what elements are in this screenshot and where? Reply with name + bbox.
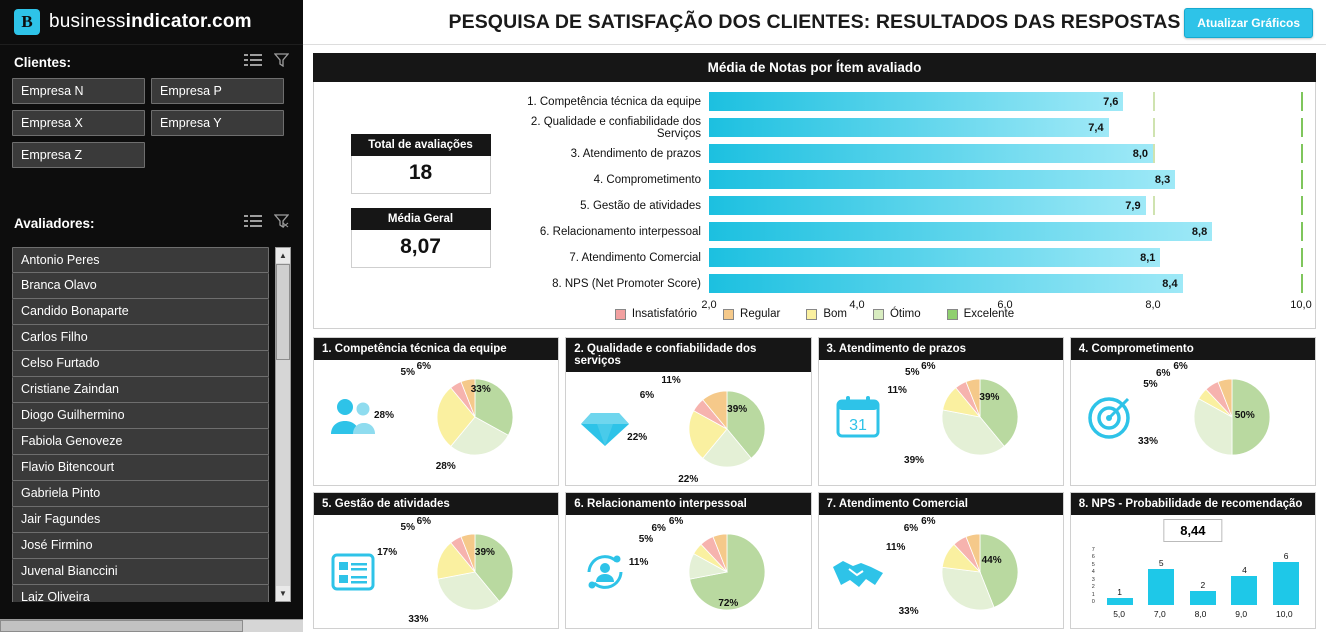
- bar-row-label: 6. Relacionamento interpessoal: [539, 225, 701, 238]
- nps-column: [1148, 558, 1174, 605]
- bar: [709, 92, 1123, 111]
- client-chip[interactable]: Empresa P: [151, 78, 284, 104]
- brand-name-light: business: [49, 11, 126, 32]
- card-title: 1. Competência técnica da equipe: [314, 338, 558, 360]
- axis-tick-label: 9,0: [1235, 609, 1248, 619]
- pie-slice-label: 6%: [1155, 367, 1171, 379]
- total-evaluations-label: Total de avaliações: [351, 134, 491, 156]
- clear-filter-icon[interactable]: [274, 53, 289, 72]
- nps-column-value: 6: [1283, 551, 1289, 562]
- bar-row-label: 7. Atendimento Comercial: [569, 251, 701, 264]
- card-body: [819, 360, 1063, 473]
- pie-slice-label: 33%: [470, 383, 491, 395]
- pie-slice-label: 5%: [905, 366, 920, 378]
- nps-column: [1273, 551, 1299, 605]
- nps-column-bar: [1273, 562, 1299, 605]
- bar-x-axis: [513, 298, 1312, 314]
- card-competencia-tecnica: [313, 337, 559, 486]
- bar-track: [709, 118, 1301, 137]
- pie-slice-label: 5%: [1143, 379, 1158, 391]
- nps-column-value: 5: [1158, 558, 1164, 569]
- pie-slice-label: 22%: [678, 474, 699, 485]
- nps-column-value: 2: [1200, 579, 1206, 590]
- nps-x-axis: [1099, 609, 1307, 619]
- gridline: [1301, 118, 1303, 137]
- axis-tick-label: 3: [1091, 576, 1095, 583]
- bar-row-label: 5. Gestão de atividades: [580, 199, 701, 212]
- pie-slice-label: 33%: [898, 606, 919, 618]
- pie-slice-label: 6%: [1173, 360, 1188, 372]
- handshake-icon: [819, 553, 897, 591]
- pie-chart: [377, 515, 558, 628]
- pie-slice-label: 11%: [887, 384, 907, 396]
- sidebar-horizontal-scrollbar[interactable]: [0, 619, 303, 632]
- pie-slice-label: 6%: [903, 522, 919, 534]
- axis-tick-label: 10,0: [1290, 299, 1312, 311]
- legend-label: Bom: [823, 308, 847, 320]
- axis-tick-label: 1: [1091, 591, 1095, 598]
- refresh-charts-button[interactable]: Atualizar Gráficos: [1184, 8, 1313, 38]
- brand-logo: B: [14, 9, 40, 35]
- avg-scores-body: [313, 82, 1316, 329]
- card-title: 4. Comprometimento: [1071, 338, 1315, 360]
- axis-tick-label: 0: [1091, 598, 1095, 605]
- bar-track: [709, 222, 1301, 241]
- avg-scores-title: Média de Notas por Ítem avaliado: [313, 53, 1316, 82]
- gridline: [1301, 144, 1303, 163]
- axis-tick-label: 7: [1091, 547, 1095, 553]
- bar-row: [513, 116, 1301, 139]
- client-chip[interactable]: Empresa X: [12, 110, 145, 136]
- card-nps: [1070, 492, 1316, 629]
- nps-column: [1107, 587, 1133, 605]
- bar-track: [709, 196, 1301, 215]
- pie-slice-label: 11%: [628, 557, 649, 569]
- team-cycle-icon: [566, 549, 644, 595]
- bar-row: [513, 142, 1301, 165]
- page-title: PESQUISA DE SATISFAÇÃO DOS CLIENTES: RESULTADOS DAS RESPOSTAS: [448, 10, 1181, 33]
- pie-slice-label: 44%: [981, 555, 1002, 567]
- pie-slice-label: 5%: [638, 534, 654, 546]
- list-item[interactable]: Gabriela Pinto: [12, 481, 269, 507]
- axis-tick-label: 4: [1091, 569, 1095, 576]
- gridline: [1301, 274, 1303, 293]
- pie-slice-label: 5%: [400, 521, 415, 533]
- gridline: [1301, 222, 1303, 241]
- axis-tick-label: 2,0: [701, 299, 717, 311]
- pie-slice-label: 6%: [921, 515, 936, 527]
- bar-row-label: 2. Qualidade e confiabilidade dos Serviços: [530, 115, 701, 140]
- evaluators-scrollbar[interactable]: [275, 247, 291, 602]
- card-atendimento-prazos: [818, 337, 1064, 486]
- bar-value-label: 7,6: [1103, 95, 1119, 108]
- bar-value-label: 8,0: [1132, 147, 1148, 160]
- nps-column: [1231, 565, 1257, 605]
- scroll-thumb[interactable]: [0, 620, 243, 632]
- bar-row: [513, 168, 1301, 191]
- bar-row: [513, 90, 1301, 113]
- client-chip[interactable]: Empresa Z: [12, 142, 145, 168]
- axis-tick-label: 6: [1091, 554, 1095, 561]
- bar-track: [709, 248, 1301, 267]
- pie-slice-label: 11%: [661, 374, 681, 386]
- kpi-group: [328, 90, 513, 304]
- evaluators-panel: [0, 247, 303, 602]
- nps-column-bar: [1190, 591, 1216, 605]
- pie-slice-label: 39%: [474, 547, 495, 559]
- bar-value-label: 8,8: [1191, 225, 1208, 238]
- evaluators-list[interactable]: [12, 247, 291, 602]
- list-item[interactable]: Antonio Peres: [12, 247, 269, 273]
- card-body: [1071, 360, 1315, 473]
- list-item[interactable]: Fabiola Genoveze: [12, 429, 269, 455]
- brand: [0, 0, 303, 45]
- header-bar: [303, 0, 1326, 45]
- pie-slice-label: 6%: [651, 522, 666, 534]
- average-score-value: 8,07: [351, 230, 491, 268]
- bar-track: [709, 92, 1301, 111]
- avg-scores-chart: [314, 82, 1315, 311]
- nps-chart: [1071, 515, 1315, 628]
- bar-value-label: 7,9: [1125, 199, 1141, 212]
- pie-chart: [374, 360, 558, 473]
- card-title: 3. Atendimento de prazos: [819, 338, 1063, 360]
- clients-filter-header: [0, 45, 303, 76]
- pie-slice-label: 11%: [885, 542, 906, 554]
- client-chip[interactable]: Empresa Y: [151, 110, 284, 136]
- average-score-label: Média Geral: [351, 208, 491, 230]
- nps-column-value: 1: [1117, 586, 1122, 597]
- axis-tick-label: 8,0: [1194, 609, 1207, 619]
- nps-column-bar: [1148, 569, 1174, 605]
- scroll-down-icon[interactable]: ▼: [276, 586, 290, 601]
- card-body: [314, 515, 558, 628]
- bar: [709, 248, 1160, 267]
- pie-slice-label: 5%: [400, 366, 415, 378]
- list-item[interactable]: Diogo Guilhermino: [12, 403, 269, 429]
- bar-row-label: 1. Competência técnica da equipe: [527, 95, 701, 108]
- pie-slice-label: 39%: [979, 392, 1000, 404]
- bar-track: [709, 274, 1301, 293]
- gridline: [1301, 92, 1303, 111]
- card-title: 5. Gestão de atividades: [314, 493, 558, 515]
- gridline: [1301, 170, 1303, 189]
- pie-chart: [1138, 360, 1315, 473]
- bar-value-label: 8,1: [1140, 251, 1156, 264]
- calendar-icon: [819, 395, 897, 439]
- list-item[interactable]: Juvenal Bianccini: [12, 559, 269, 585]
- axis-tick-label: 5,0: [1113, 609, 1126, 619]
- gridline: [1153, 92, 1155, 111]
- pie-slice-label: 72%: [718, 598, 739, 610]
- gridline: [1153, 118, 1155, 137]
- legend-label: Regular: [740, 308, 781, 320]
- bar-row: [513, 194, 1301, 217]
- nps-score-value: 8,44: [1163, 519, 1222, 542]
- pie-chart: [627, 372, 810, 485]
- axis-tick-label: 4,0: [849, 299, 865, 311]
- client-chip[interactable]: Empresa N: [12, 78, 145, 104]
- card-title: 8. NPS - Probabilidade de recomendação: [1071, 493, 1315, 515]
- card-body: [566, 372, 810, 485]
- card-qualidade-confiabilidade: [565, 337, 811, 486]
- card-atendimento-comercial: [818, 492, 1064, 629]
- bar-track: [709, 144, 1301, 163]
- list-item[interactable]: José Firmino: [12, 533, 269, 559]
- pie-slice-label: 28%: [374, 410, 395, 421]
- card-body: [819, 515, 1063, 628]
- list-item[interactable]: Branca Olavo: [12, 273, 269, 299]
- bar-row-label: 8. NPS (Net Promoter Score): [552, 277, 701, 290]
- nps-columns: [1099, 547, 1307, 605]
- clear-filter-icon[interactable]: [274, 214, 289, 233]
- nps-y-axis: [1083, 547, 1095, 605]
- gridline: [1301, 196, 1303, 215]
- axis-tick-label: 8,0: [1145, 299, 1161, 311]
- legend-label: Insatisfatório: [631, 308, 698, 320]
- gridline: [1153, 196, 1155, 215]
- svg-text:31: 31: [848, 416, 867, 434]
- nps-column-value: 4: [1242, 565, 1247, 576]
- pie-slice-label: 6%: [416, 515, 432, 527]
- gridline: [1301, 248, 1303, 267]
- brand-name: [49, 11, 252, 33]
- avg-scores-panel: [313, 53, 1316, 329]
- total-evaluations-value: 18: [351, 156, 491, 194]
- pie-chart: [628, 515, 810, 628]
- gridline: [1153, 144, 1155, 163]
- list-item[interactable]: Cristiane Zaindan: [12, 377, 269, 403]
- card-body: [566, 515, 810, 628]
- card-relacionamento-interpessoal: [565, 492, 811, 629]
- card-gestao-atividades: [313, 492, 559, 629]
- bar-row-label: 4. Comprometimento: [593, 173, 701, 186]
- bar-row: [513, 220, 1301, 243]
- pie-slice-label: 6%: [921, 360, 936, 372]
- bar-row: [513, 246, 1301, 269]
- bar-value-label: 8,3: [1154, 173, 1171, 186]
- bar-row: [513, 272, 1301, 295]
- clients-label: Clientes:: [14, 55, 72, 70]
- pie-slice-label: 39%: [904, 454, 925, 466]
- pie-chart: [887, 360, 1063, 473]
- pie-slice-label: 33%: [408, 613, 429, 625]
- nps-column-bar: [1231, 576, 1257, 605]
- bar-value-label: 8,4: [1162, 277, 1178, 290]
- list-item[interactable]: Jair Fagundes: [12, 507, 269, 533]
- bar-row-label: 3. Atendimento de prazos: [570, 147, 701, 160]
- axis-tick-label: 6,0: [997, 299, 1013, 311]
- bar-rows: [513, 90, 1301, 295]
- bar: [709, 144, 1153, 163]
- bar-plot-area: [513, 90, 1312, 311]
- axis-tick-label: 10,0: [1276, 609, 1293, 619]
- scroll-thumb[interactable]: [276, 264, 290, 360]
- card-comprometimento: [1070, 337, 1316, 486]
- legend-label: Ótimo: [889, 308, 921, 320]
- axis-tick-label: 2: [1091, 584, 1095, 591]
- pie-slice-label: 6%: [668, 515, 684, 527]
- legend-label: Excelente: [963, 308, 1015, 320]
- bar: [709, 118, 1109, 137]
- nps-plot-area: [1083, 547, 1307, 619]
- multi-select-icon[interactable]: [244, 215, 262, 233]
- list-item[interactable]: Candido Bonaparte: [12, 299, 269, 325]
- bar: [709, 196, 1146, 215]
- pie-slice-label: 50%: [1234, 410, 1255, 421]
- bar-value-label: 7,4: [1088, 121, 1104, 134]
- list-item[interactable]: Laiz Oliveira: [12, 585, 269, 602]
- target-icon: [1071, 394, 1149, 440]
- multi-select-icon[interactable]: [244, 54, 262, 72]
- pie-cards-grid: [313, 337, 1316, 629]
- pie-slice-label: 6%: [639, 390, 655, 402]
- list-item[interactable]: Flavio Bitencourt: [12, 455, 269, 481]
- nps-column: [1190, 580, 1216, 605]
- nps-column-bar: [1107, 598, 1133, 605]
- evaluators-label: Avaliadores:: [14, 216, 95, 231]
- card-title: 6. Relacionamento interpessoal: [566, 493, 810, 515]
- axis-tick-label: 7,0: [1153, 609, 1166, 619]
- list-item[interactable]: Celso Furtado: [12, 351, 269, 377]
- bar: [709, 170, 1175, 189]
- card-title: 2. Qualidade e confiabilidade dos serviços: [566, 338, 810, 372]
- list-item[interactable]: Carlos Filho: [12, 325, 269, 351]
- main-content: [303, 0, 1326, 632]
- pie-slice-label: 28%: [435, 461, 456, 473]
- pie-slice-label: 6%: [416, 360, 432, 372]
- axis-tick-label: 5: [1091, 561, 1095, 568]
- bar-track: [709, 170, 1301, 189]
- brand-name-bold: indicator.com: [125, 11, 252, 32]
- pie-slice-label: 39%: [727, 404, 748, 416]
- clients-chip-list: [0, 76, 303, 168]
- bar: [709, 274, 1183, 293]
- bar: [709, 222, 1212, 241]
- pie-slice-label: 17%: [377, 547, 398, 559]
- pie-slice-label: 33%: [1138, 436, 1159, 448]
- sidebar: [0, 0, 303, 632]
- card-title: 7. Atendimento Comercial: [819, 493, 1063, 515]
- scroll-up-icon[interactable]: ▲: [276, 248, 290, 263]
- card-body: [314, 360, 558, 473]
- evaluators-filter-header: [0, 206, 303, 237]
- pie-slice-label: 22%: [627, 431, 648, 443]
- pie-chart: [885, 515, 1063, 628]
